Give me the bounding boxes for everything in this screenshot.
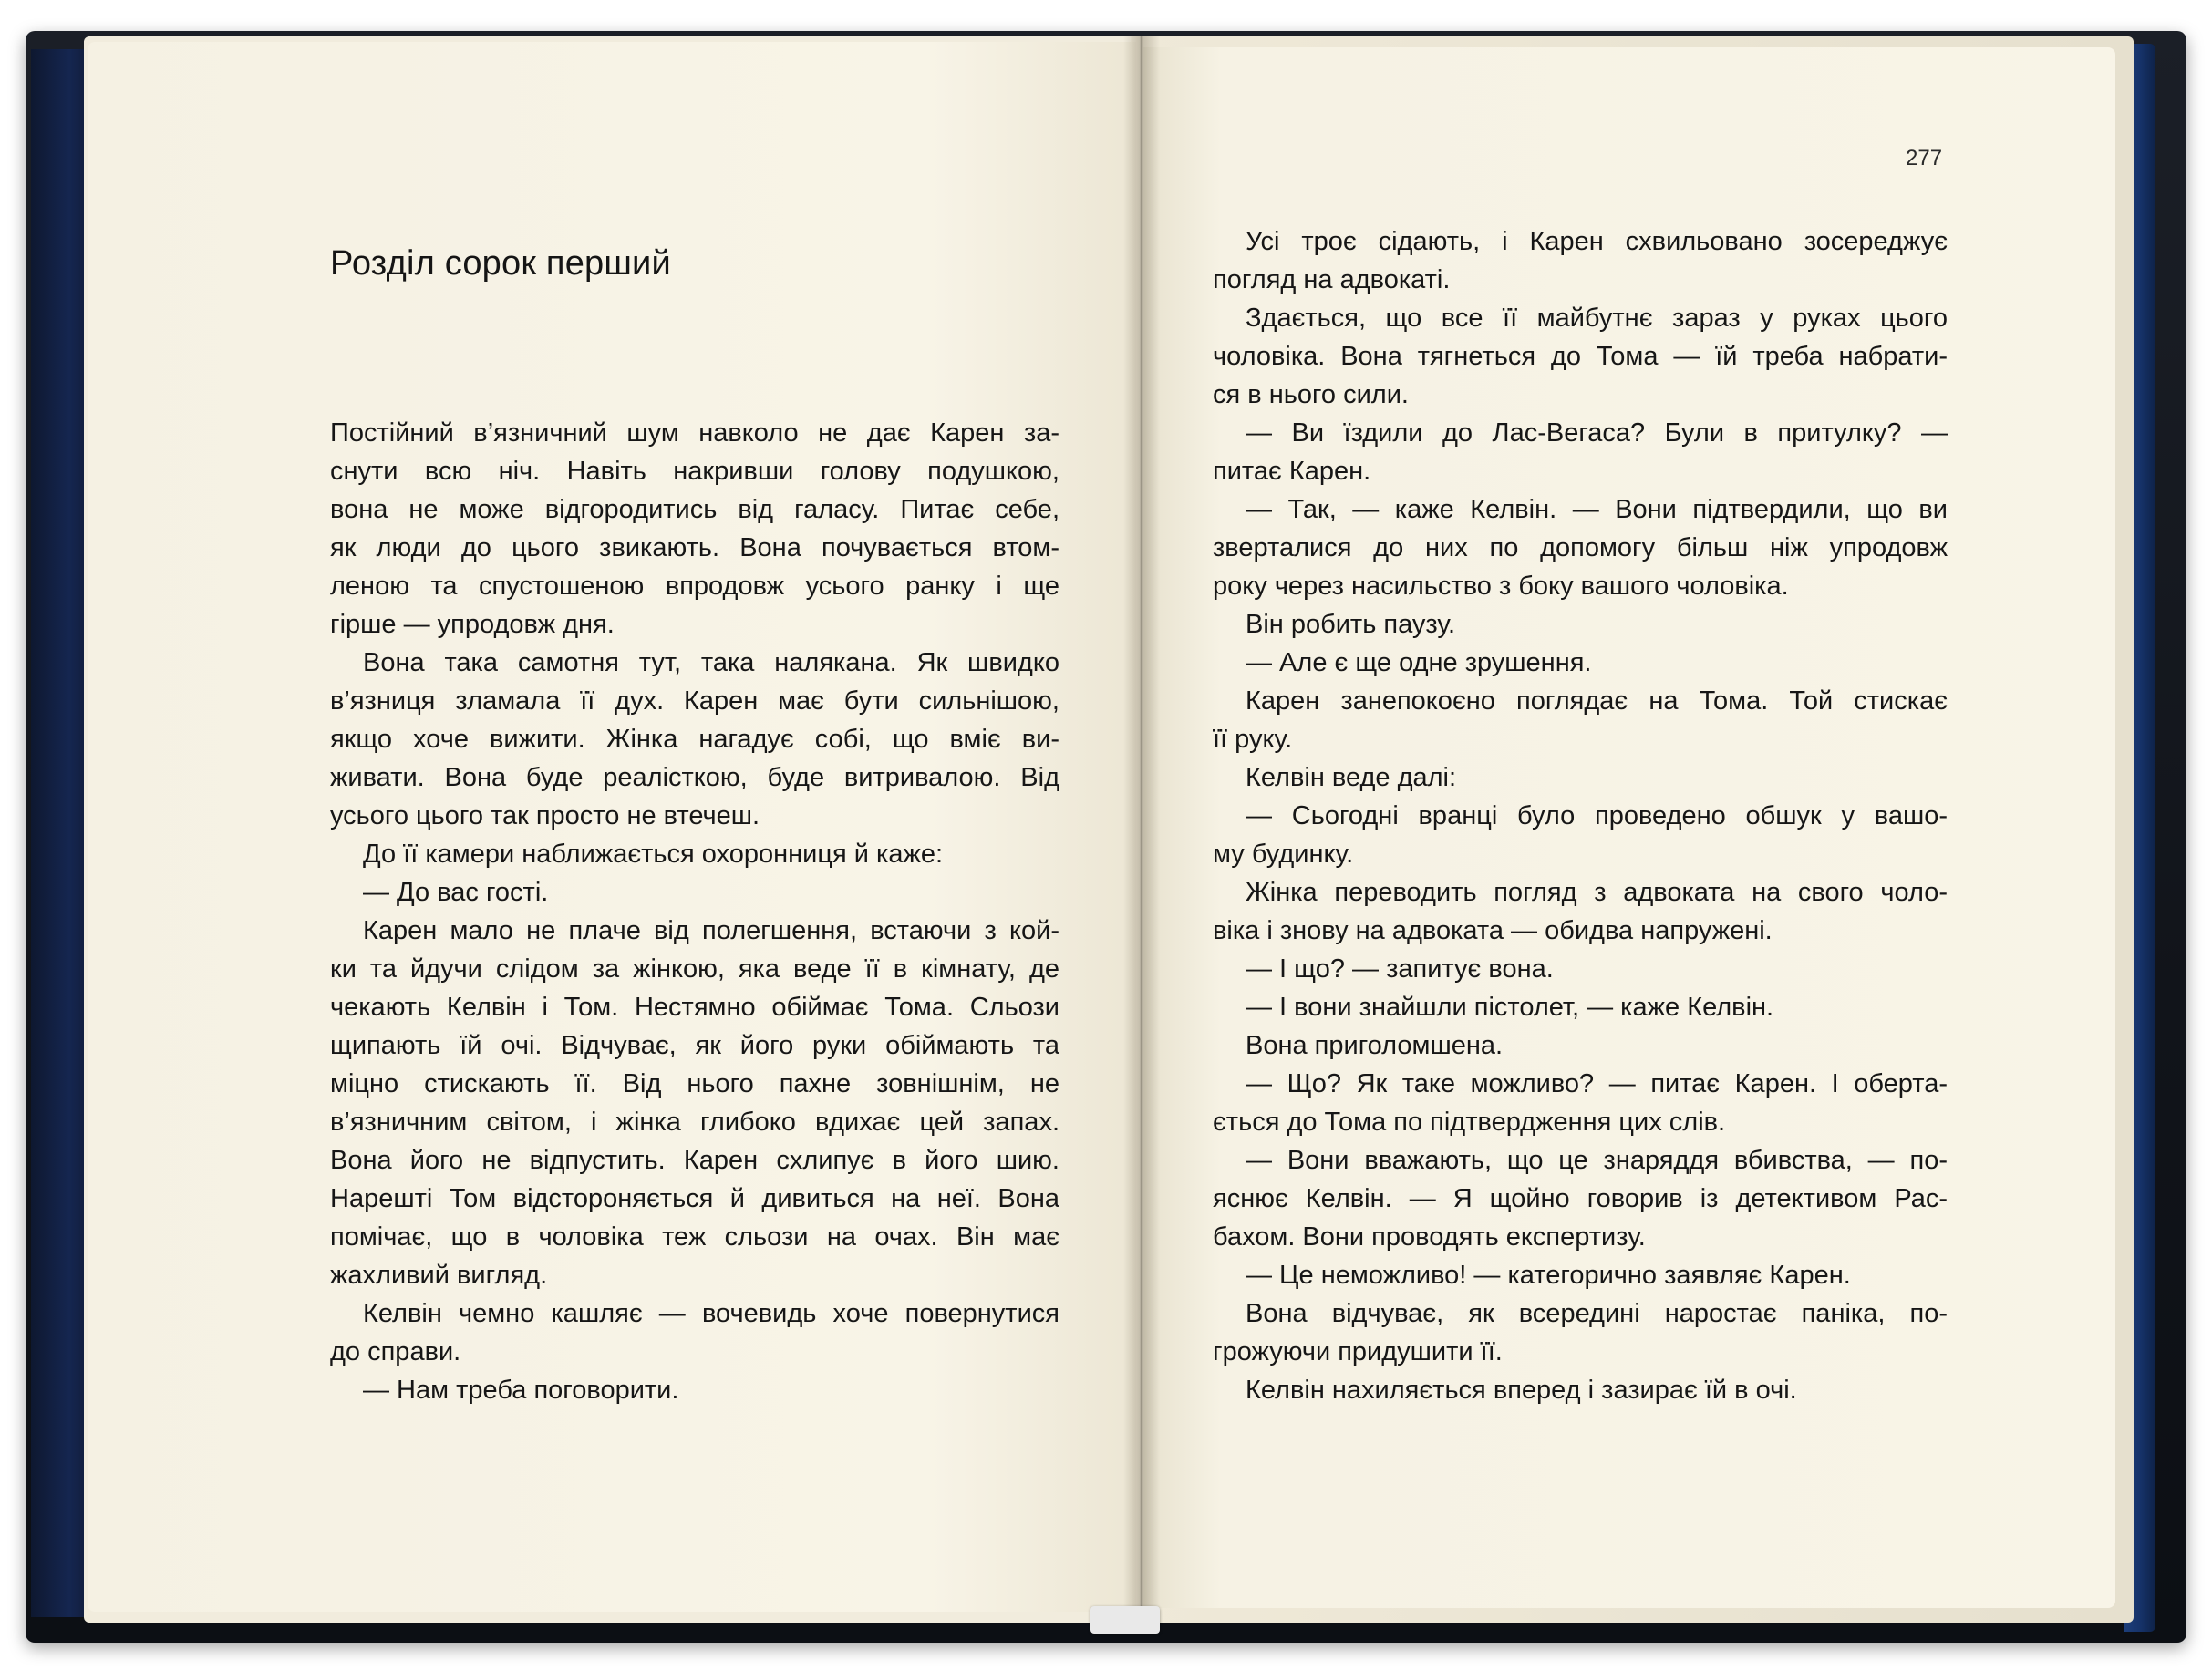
text-line: грожуючи придушити її. xyxy=(1213,1337,1503,1366)
text-line: міцно стискають її. Від нього пахне зовнішнім, не xyxy=(330,1069,1059,1098)
text-line: питає Карен. xyxy=(1213,457,1371,486)
text-line: усього цього так просто не втечеш. xyxy=(330,801,760,830)
text-line: помічає, що в чоловіка теж сльози на очах. Він має xyxy=(330,1222,1059,1252)
text-line: Келвін веде далі: xyxy=(1246,763,1457,792)
text-line: Постійний в’язничний шум навколо не дає Карен за- xyxy=(330,418,1059,448)
text-line: ється до Тома по підтвердження цих слів. xyxy=(1213,1108,1726,1137)
text-line: Карен мало не плаче від полегшення, встаючи з кой- xyxy=(363,916,1059,945)
text-line: леною та спустошеною впродовж усього ранку і ще xyxy=(330,572,1059,601)
text-line: Нарешті Том відстороняється й дивиться на неї. Вона xyxy=(330,1184,1059,1213)
text-line: — Так, — каже Келвін. — Вони підтвердили, що ви xyxy=(1246,495,1948,524)
text-line: чоловіка. Вона тягнеться до Тома — їй треба набрати- xyxy=(1213,342,1948,371)
right-page-text xyxy=(1213,222,1948,1409)
text-line: як люди до цього звикають. Вона почувається втом- xyxy=(330,533,1059,562)
text-line: ки та йдучи слідом за жінкою, яка веде її в кімнату, де xyxy=(330,954,1059,984)
chapter-title: Розділ сорок перший xyxy=(330,244,671,283)
text-line: якщо хоче вижити. Жінка нагадує собі, що вміє ви- xyxy=(330,725,1059,754)
text-line: Жінка переводить погляд з адвоката на свого чоло- xyxy=(1246,878,1948,907)
text-line: гірше — упродовж дня. xyxy=(330,610,615,639)
text-line: погляд на адвокаті. xyxy=(1213,265,1451,294)
text-line: віка і знову на адвоката — обидва напружені. xyxy=(1213,916,1773,945)
text-line: — Що? Як таке можливо? — питає Карен. І оберта- xyxy=(1246,1069,1948,1098)
text-line: Усі троє сідають, і Карен схвильовано зосереджує xyxy=(1246,227,1948,256)
text-line: до справи. xyxy=(330,1337,461,1366)
text-line: її руку. xyxy=(1213,725,1293,754)
book-gutter xyxy=(1123,36,1160,1623)
text-line: в’язничним світом, і жінка глибоко вдихає цей запах. xyxy=(330,1108,1059,1137)
bookmark-ribbon xyxy=(1090,1606,1160,1634)
text-line: року через насильство з боку вашого чоловіка. xyxy=(1213,572,1789,601)
text-line: Він робить паузу. xyxy=(1246,610,1456,639)
text-line: жахливий вигляд. xyxy=(330,1261,548,1290)
text-line: снути всю ніч. Навіть накривши голову подушкою, xyxy=(330,457,1059,486)
text-line: бахом. Вони проводять експертизу. xyxy=(1213,1222,1646,1252)
text-line: Келвін нахиляється вперед і зазирає їй в очі. xyxy=(1246,1376,1797,1405)
text-line: щипають їй очі. Відчуває, як його руки обіймають та xyxy=(330,1031,1059,1060)
text-line: — Це неможливо! — категорично заявляє Карен. xyxy=(1246,1261,1851,1290)
text-line: — До вас гості. xyxy=(363,878,549,907)
text-line: Келвін чемно кашляє — вочевидь хоче повернутися xyxy=(363,1299,1059,1328)
text-line: До її камери наближається охоронниця й каже: xyxy=(363,840,944,869)
text-line: — Нам треба поговорити. xyxy=(363,1376,679,1405)
text-line: Здається, що все її майбутнє зараз у руках цього xyxy=(1246,304,1948,333)
text-line: му будинку. xyxy=(1213,840,1354,869)
text-line: яснює Келвін. — Я щойно говорив із детективом Рас- xyxy=(1213,1184,1948,1213)
text-line: — Ви їздили до Лас-Вегаса? Були в притулку? — xyxy=(1246,418,1948,448)
left-page-text xyxy=(330,414,1059,1409)
text-line: живати. Вона буде реалісткою, буде витривалою. Від xyxy=(330,763,1059,792)
text-line: — І вони знайшли пістолет, — каже Келвін. xyxy=(1246,993,1774,1022)
text-line: — Але є ще одне зрушення. xyxy=(1246,648,1592,677)
text-line: Карен занепокоєно поглядає на Тома. Той стискає xyxy=(1246,686,1948,716)
text-line: в’язниця зламала її дух. Карен має бути сильнішою, xyxy=(330,686,1059,716)
text-line: Вона відчуває, як всередині наростає паніка, по- xyxy=(1246,1299,1948,1328)
text-line: вона не може відгородитись від галасу. Питає себе, xyxy=(330,495,1059,524)
text-line: чекають Келвін і Том. Нестямно обіймає Тома. Сльози xyxy=(330,993,1059,1022)
text-line: зверталися до них по допомогу більш ніж упродовж xyxy=(1213,533,1948,562)
page-number-right: 277 xyxy=(1906,146,1943,170)
text-line: — Сьогодні вранці було проведено обшук у вашо- xyxy=(1246,801,1948,830)
text-line: ся в нього сили. xyxy=(1213,380,1409,409)
text-line: Вона приголомшена. xyxy=(1246,1031,1504,1060)
text-line: — І що? — запитує вона. xyxy=(1246,954,1554,984)
text-line: — Вони вважають, що це знаряддя вбивства, — по- xyxy=(1246,1146,1948,1175)
text-line: Вона його не відпустить. Карен схлипує в його шию. xyxy=(330,1146,1059,1175)
text-line: Вона така самотня тут, така налякана. Як швидко xyxy=(363,648,1059,677)
